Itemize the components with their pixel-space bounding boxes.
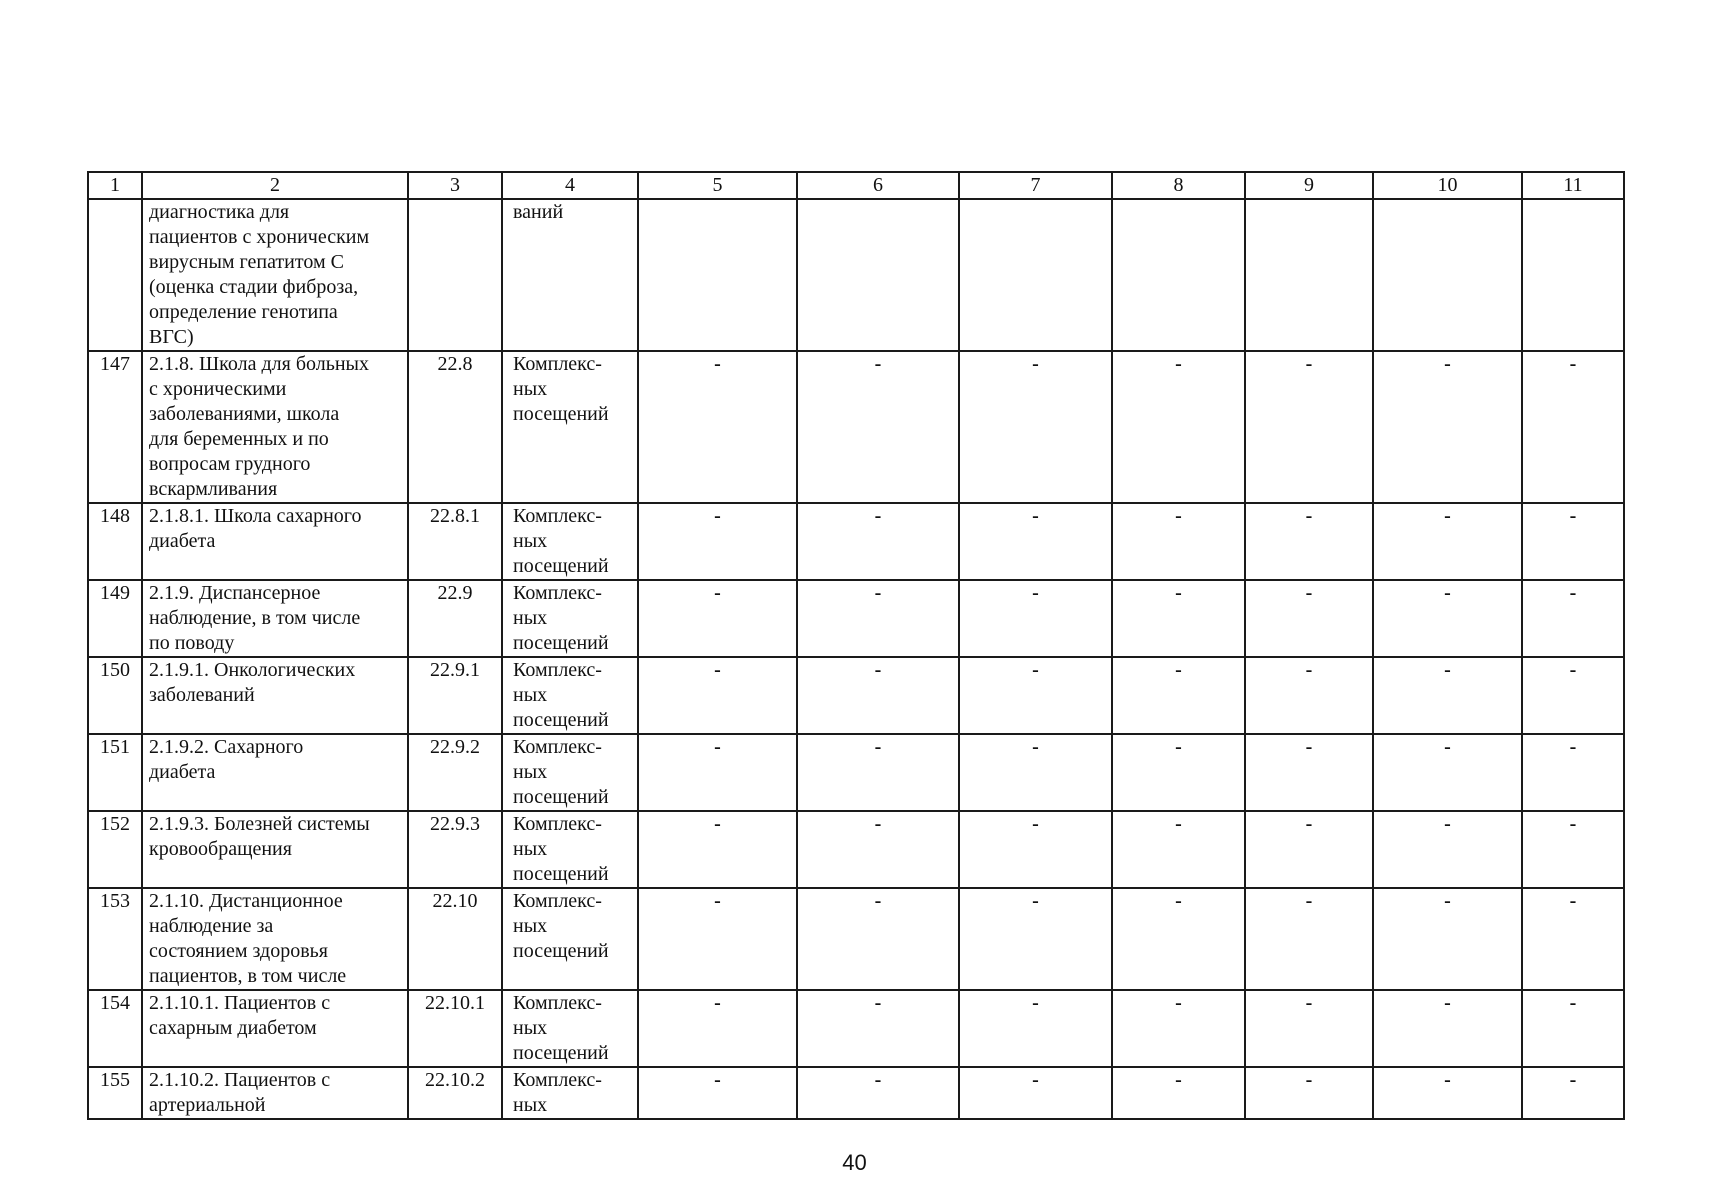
value-cell (638, 199, 797, 351)
value-cell-text: - (874, 890, 882, 912)
value-cell (959, 351, 1112, 503)
value-cell (1112, 351, 1245, 503)
row-number-cell (88, 503, 142, 580)
value-cell-text: - (874, 659, 882, 681)
value-cell (1373, 1067, 1522, 1119)
header-cell: 3 (408, 172, 502, 199)
row-code-cell (408, 580, 502, 657)
value-cell-text: - (1569, 813, 1577, 835)
unit-cell-text: Комплекс- ных посещений (513, 992, 609, 1064)
value-cell (1373, 580, 1522, 657)
value-cell-text: - (874, 813, 882, 835)
indicator-name-cell-text: 2.1.9.3. Болезней системы кровообращения (149, 813, 370, 860)
row-code-cell-text: 22.10.1 (425, 992, 485, 1014)
value-cell-text: - (1569, 353, 1577, 375)
table-row (88, 888, 1624, 990)
indicator-name-cell-text: 2.1.9. Диспансерное наблюдение, в том числе по поводу (149, 582, 361, 654)
value-cell (1522, 199, 1624, 351)
row-code-cell (408, 503, 502, 580)
indicator-name-cell (142, 734, 408, 811)
value-cell-text: - (1305, 582, 1313, 604)
unit-cell (502, 199, 638, 351)
row-number-cell (88, 811, 142, 888)
value-cell-text: - (1175, 1069, 1182, 1091)
value-cell-text: - (1305, 353, 1313, 375)
unit-cell-text: Комплекс- ных посещений (513, 582, 609, 654)
value-cell-text: - (1032, 992, 1039, 1014)
unit-cell (502, 351, 638, 503)
value-cell-text: - (1305, 659, 1313, 681)
value-cell-text: - (1032, 736, 1039, 758)
indicator-name-cell (142, 1067, 408, 1119)
unit-cell-text: Комплекс- ных посещений (513, 813, 609, 885)
indicator-name-cell (142, 580, 408, 657)
value-cell (1373, 657, 1522, 734)
table-row (88, 503, 1624, 580)
value-cell-text: - (874, 992, 882, 1014)
value-cell-text: - (1444, 736, 1451, 758)
header-row (88, 172, 1624, 199)
unit-cell (502, 811, 638, 888)
row-code-cell-text: 22.10.2 (425, 1069, 485, 1091)
value-cell (638, 811, 797, 888)
indicator-name-cell (142, 503, 408, 580)
value-cell (1522, 351, 1624, 503)
row-number-cell-text: 152 (100, 813, 130, 835)
row-number-cell-text: 147 (100, 353, 130, 375)
data-table (87, 171, 1625, 1120)
row-number-cell-text: 148 (100, 505, 130, 527)
value-cell-text: - (1444, 582, 1451, 604)
value-cell (1112, 1067, 1245, 1119)
row-code-cell-text: 22.8 (437, 353, 473, 375)
value-cell-text: - (714, 1069, 721, 1091)
row-number-cell (88, 351, 142, 503)
value-cell-text: - (1569, 992, 1577, 1014)
indicator-name-cell (142, 199, 408, 351)
value-cell-text: - (714, 890, 721, 912)
value-cell (1373, 734, 1522, 811)
table-row (88, 351, 1624, 503)
value-cell (638, 990, 797, 1067)
table-row (88, 990, 1624, 1067)
table-row (88, 734, 1624, 811)
header-cell: 1 (88, 172, 142, 199)
header-cell: 8 (1112, 172, 1245, 199)
row-code-cell (408, 351, 502, 503)
row-number-cell-text: 151 (100, 736, 130, 758)
value-cell-text: - (1032, 659, 1039, 681)
value-cell-text: - (1569, 1069, 1577, 1091)
value-cell (1245, 199, 1373, 351)
value-cell-text: - (1032, 1069, 1039, 1091)
value-cell-text: - (714, 582, 721, 604)
value-cell (638, 657, 797, 734)
indicator-name-cell (142, 888, 408, 990)
value-cell (1112, 811, 1245, 888)
row-code-cell-text: 22.9.2 (430, 736, 480, 758)
header-cell: 2 (142, 172, 408, 199)
value-cell-text: - (874, 736, 882, 758)
value-cell (638, 888, 797, 990)
table-body (88, 199, 1624, 1119)
table-row (88, 580, 1624, 657)
row-code-cell-text: 22.9.3 (430, 813, 480, 835)
value-cell-text: - (874, 582, 882, 604)
value-cell (638, 351, 797, 503)
unit-cell (502, 657, 638, 734)
value-cell (797, 734, 959, 811)
value-cell (1245, 888, 1373, 990)
value-cell-text: - (1305, 813, 1313, 835)
table-row (88, 1067, 1624, 1119)
row-code-cell (408, 734, 502, 811)
unit-cell-text: Комплекс- ных посещений (513, 736, 609, 808)
value-cell (1112, 657, 1245, 734)
value-cell (1522, 811, 1624, 888)
value-cell (1245, 580, 1373, 657)
row-number-cell (88, 734, 142, 811)
row-code-cell-text: 22.9.1 (430, 659, 480, 681)
unit-cell-text: ваний (513, 201, 564, 223)
indicator-name-cell-text: диагностика для пациентов с хроническим вирусным гепатитом С (оценка стадии фиброза, определение генотипа ВГС) (149, 201, 370, 348)
value-cell-text: - (1444, 505, 1451, 527)
table-row (88, 811, 1624, 888)
value-cell-text: - (1444, 659, 1451, 681)
header-cell: 4 (502, 172, 638, 199)
value-cell (1373, 351, 1522, 503)
unit-cell (502, 580, 638, 657)
value-cell-text: - (1175, 659, 1182, 681)
row-number-cell (88, 888, 142, 990)
value-cell-text: - (874, 505, 882, 527)
value-cell (959, 503, 1112, 580)
value-cell (1245, 811, 1373, 888)
value-cell (797, 888, 959, 990)
row-number-cell (88, 657, 142, 734)
indicator-name-cell-text: 2.1.10.2. Пациентов с артериальной (149, 1069, 331, 1116)
value-cell (638, 734, 797, 811)
value-cell (1245, 657, 1373, 734)
value-cell-text: - (1175, 353, 1182, 375)
header-cell: 6 (797, 172, 959, 199)
value-cell (959, 990, 1112, 1067)
value-cell (797, 990, 959, 1067)
header-cell: 9 (1245, 172, 1373, 199)
value-cell (638, 503, 797, 580)
unit-cell (502, 990, 638, 1067)
value-cell (797, 580, 959, 657)
value-cell (1112, 888, 1245, 990)
value-cell (1522, 580, 1624, 657)
unit-cell (502, 1067, 638, 1119)
value-cell (797, 657, 959, 734)
value-cell (1373, 811, 1522, 888)
value-cell (638, 580, 797, 657)
value-cell (959, 734, 1112, 811)
value-cell (797, 351, 959, 503)
page-number: 40 (842, 1150, 867, 1175)
unit-cell-text: Комплекс- ных посещений (513, 353, 609, 425)
value-cell-text: - (1175, 890, 1182, 912)
value-cell-text: - (1032, 353, 1039, 375)
value-cell-text: - (1569, 890, 1577, 912)
value-cell-text: - (714, 736, 721, 758)
row-number-cell-text: 153 (100, 890, 130, 912)
row-number-cell-text: 150 (100, 659, 130, 681)
row-code-cell-text: 22.9 (437, 582, 473, 604)
value-cell (959, 888, 1112, 990)
indicator-name-cell-text: 2.1.10.1. Пациентов с сахарным диабетом (149, 992, 331, 1039)
value-cell (1522, 657, 1624, 734)
row-code-cell (408, 990, 502, 1067)
indicator-name-cell (142, 657, 408, 734)
unit-cell-text: Комплекс- ных посещений (513, 890, 609, 962)
header-cell: 11 (1522, 172, 1624, 199)
value-cell (1373, 199, 1522, 351)
value-cell (959, 1067, 1112, 1119)
indicator-name-cell (142, 351, 408, 503)
value-cell (1112, 734, 1245, 811)
value-cell (959, 811, 1112, 888)
unit-cell (502, 734, 638, 811)
row-number-cell (88, 1067, 142, 1119)
value-cell-text: - (714, 353, 721, 375)
value-cell (1373, 990, 1522, 1067)
row-number-cell-text: 154 (100, 992, 130, 1014)
value-cell-text: - (1175, 505, 1182, 527)
value-cell (1112, 580, 1245, 657)
value-cell-text: - (1444, 813, 1451, 835)
value-cell (1245, 503, 1373, 580)
header-cell: 7 (959, 172, 1112, 199)
value-cell-text: - (1175, 736, 1182, 758)
indicator-name-cell-text: 2.1.9.2. Сахарного диабета (149, 736, 304, 783)
value-cell (959, 657, 1112, 734)
value-cell-text: - (1032, 890, 1039, 912)
unit-cell (502, 503, 638, 580)
unit-cell-text: Комплекс- ных (513, 1069, 602, 1116)
value-cell-text: - (1444, 353, 1451, 375)
value-cell-text: - (1305, 505, 1313, 527)
value-cell (1245, 1067, 1373, 1119)
value-cell (1522, 734, 1624, 811)
value-cell-text: - (714, 659, 721, 681)
value-cell-text: - (874, 353, 882, 375)
indicator-name-cell-text: 2.1.8.1. Школа сахарного диабета (149, 505, 362, 552)
value-cell (1373, 888, 1522, 990)
value-cell (1112, 503, 1245, 580)
value-cell (1245, 734, 1373, 811)
value-cell-text: - (1305, 890, 1313, 912)
value-cell-text: - (1444, 1069, 1451, 1091)
value-cell (797, 199, 959, 351)
unit-cell-text: Комплекс- ных посещений (513, 659, 609, 731)
value-cell-text: - (1175, 992, 1182, 1014)
value-cell (959, 580, 1112, 657)
unit-cell-text: Комплекс- ных посещений (513, 505, 609, 577)
value-cell (959, 199, 1112, 351)
row-number-cell (88, 199, 142, 351)
value-cell-text: - (1032, 505, 1039, 527)
indicator-name-cell (142, 990, 408, 1067)
value-cell-text: - (714, 505, 721, 527)
row-code-cell (408, 657, 502, 734)
row-number-cell (88, 990, 142, 1067)
indicator-name-cell-text: 2.1.9.1. Онкологических заболеваний (149, 659, 356, 706)
value-cell (797, 1067, 959, 1119)
value-cell-text: - (1569, 582, 1577, 604)
value-cell (797, 503, 959, 580)
value-cell (638, 1067, 797, 1119)
value-cell-text: - (1175, 582, 1182, 604)
value-cell-text: - (1444, 992, 1451, 1014)
value-cell-text: - (874, 1069, 882, 1091)
value-cell (1245, 990, 1373, 1067)
value-cell (1522, 888, 1624, 990)
row-code-cell-text: 22.10 (432, 890, 478, 912)
indicator-name-cell-text: 2.1.8. Школа для больных с хроническими заболеваниями, школа для беременных и по вопросам грудного вскармливания (149, 353, 369, 500)
value-cell-text: - (714, 992, 721, 1014)
value-cell-text: - (1305, 1069, 1313, 1091)
value-cell-text: - (1175, 813, 1182, 835)
indicator-name-cell (142, 811, 408, 888)
value-cell-text: - (1569, 505, 1577, 527)
table-row (88, 657, 1624, 734)
table-row (88, 199, 1624, 351)
header-cell: 10 (1373, 172, 1522, 199)
row-code-cell (408, 1067, 502, 1119)
row-number-cell (88, 580, 142, 657)
value-cell-text: - (1569, 659, 1577, 681)
value-cell (1522, 1067, 1624, 1119)
value-cell-text: - (1032, 582, 1039, 604)
value-cell (797, 811, 959, 888)
value-cell (1245, 351, 1373, 503)
indicator-name-cell-text: 2.1.10. Дистанционное наблюдение за состоянием здоровья пациентов, в том числе (149, 890, 347, 987)
value-cell (1522, 503, 1624, 580)
value-cell (1522, 990, 1624, 1067)
value-cell-text: - (714, 813, 721, 835)
row-code-cell (408, 811, 502, 888)
row-number-cell-text: 149 (100, 582, 130, 604)
value-cell-text: - (1305, 992, 1313, 1014)
unit-cell (502, 888, 638, 990)
value-cell (1373, 503, 1522, 580)
value-cell-text: - (1032, 813, 1039, 835)
value-cell-text: - (1305, 736, 1313, 758)
row-code-cell-text: 22.8.1 (430, 505, 480, 527)
value-cell-text: - (1444, 890, 1451, 912)
row-code-cell (408, 888, 502, 990)
header-cell: 5 (638, 172, 797, 199)
row-code-cell (408, 199, 502, 351)
value-cell (1112, 199, 1245, 351)
row-number-cell-text: 155 (100, 1069, 130, 1091)
value-cell-text: - (1569, 736, 1577, 758)
value-cell (1112, 990, 1245, 1067)
